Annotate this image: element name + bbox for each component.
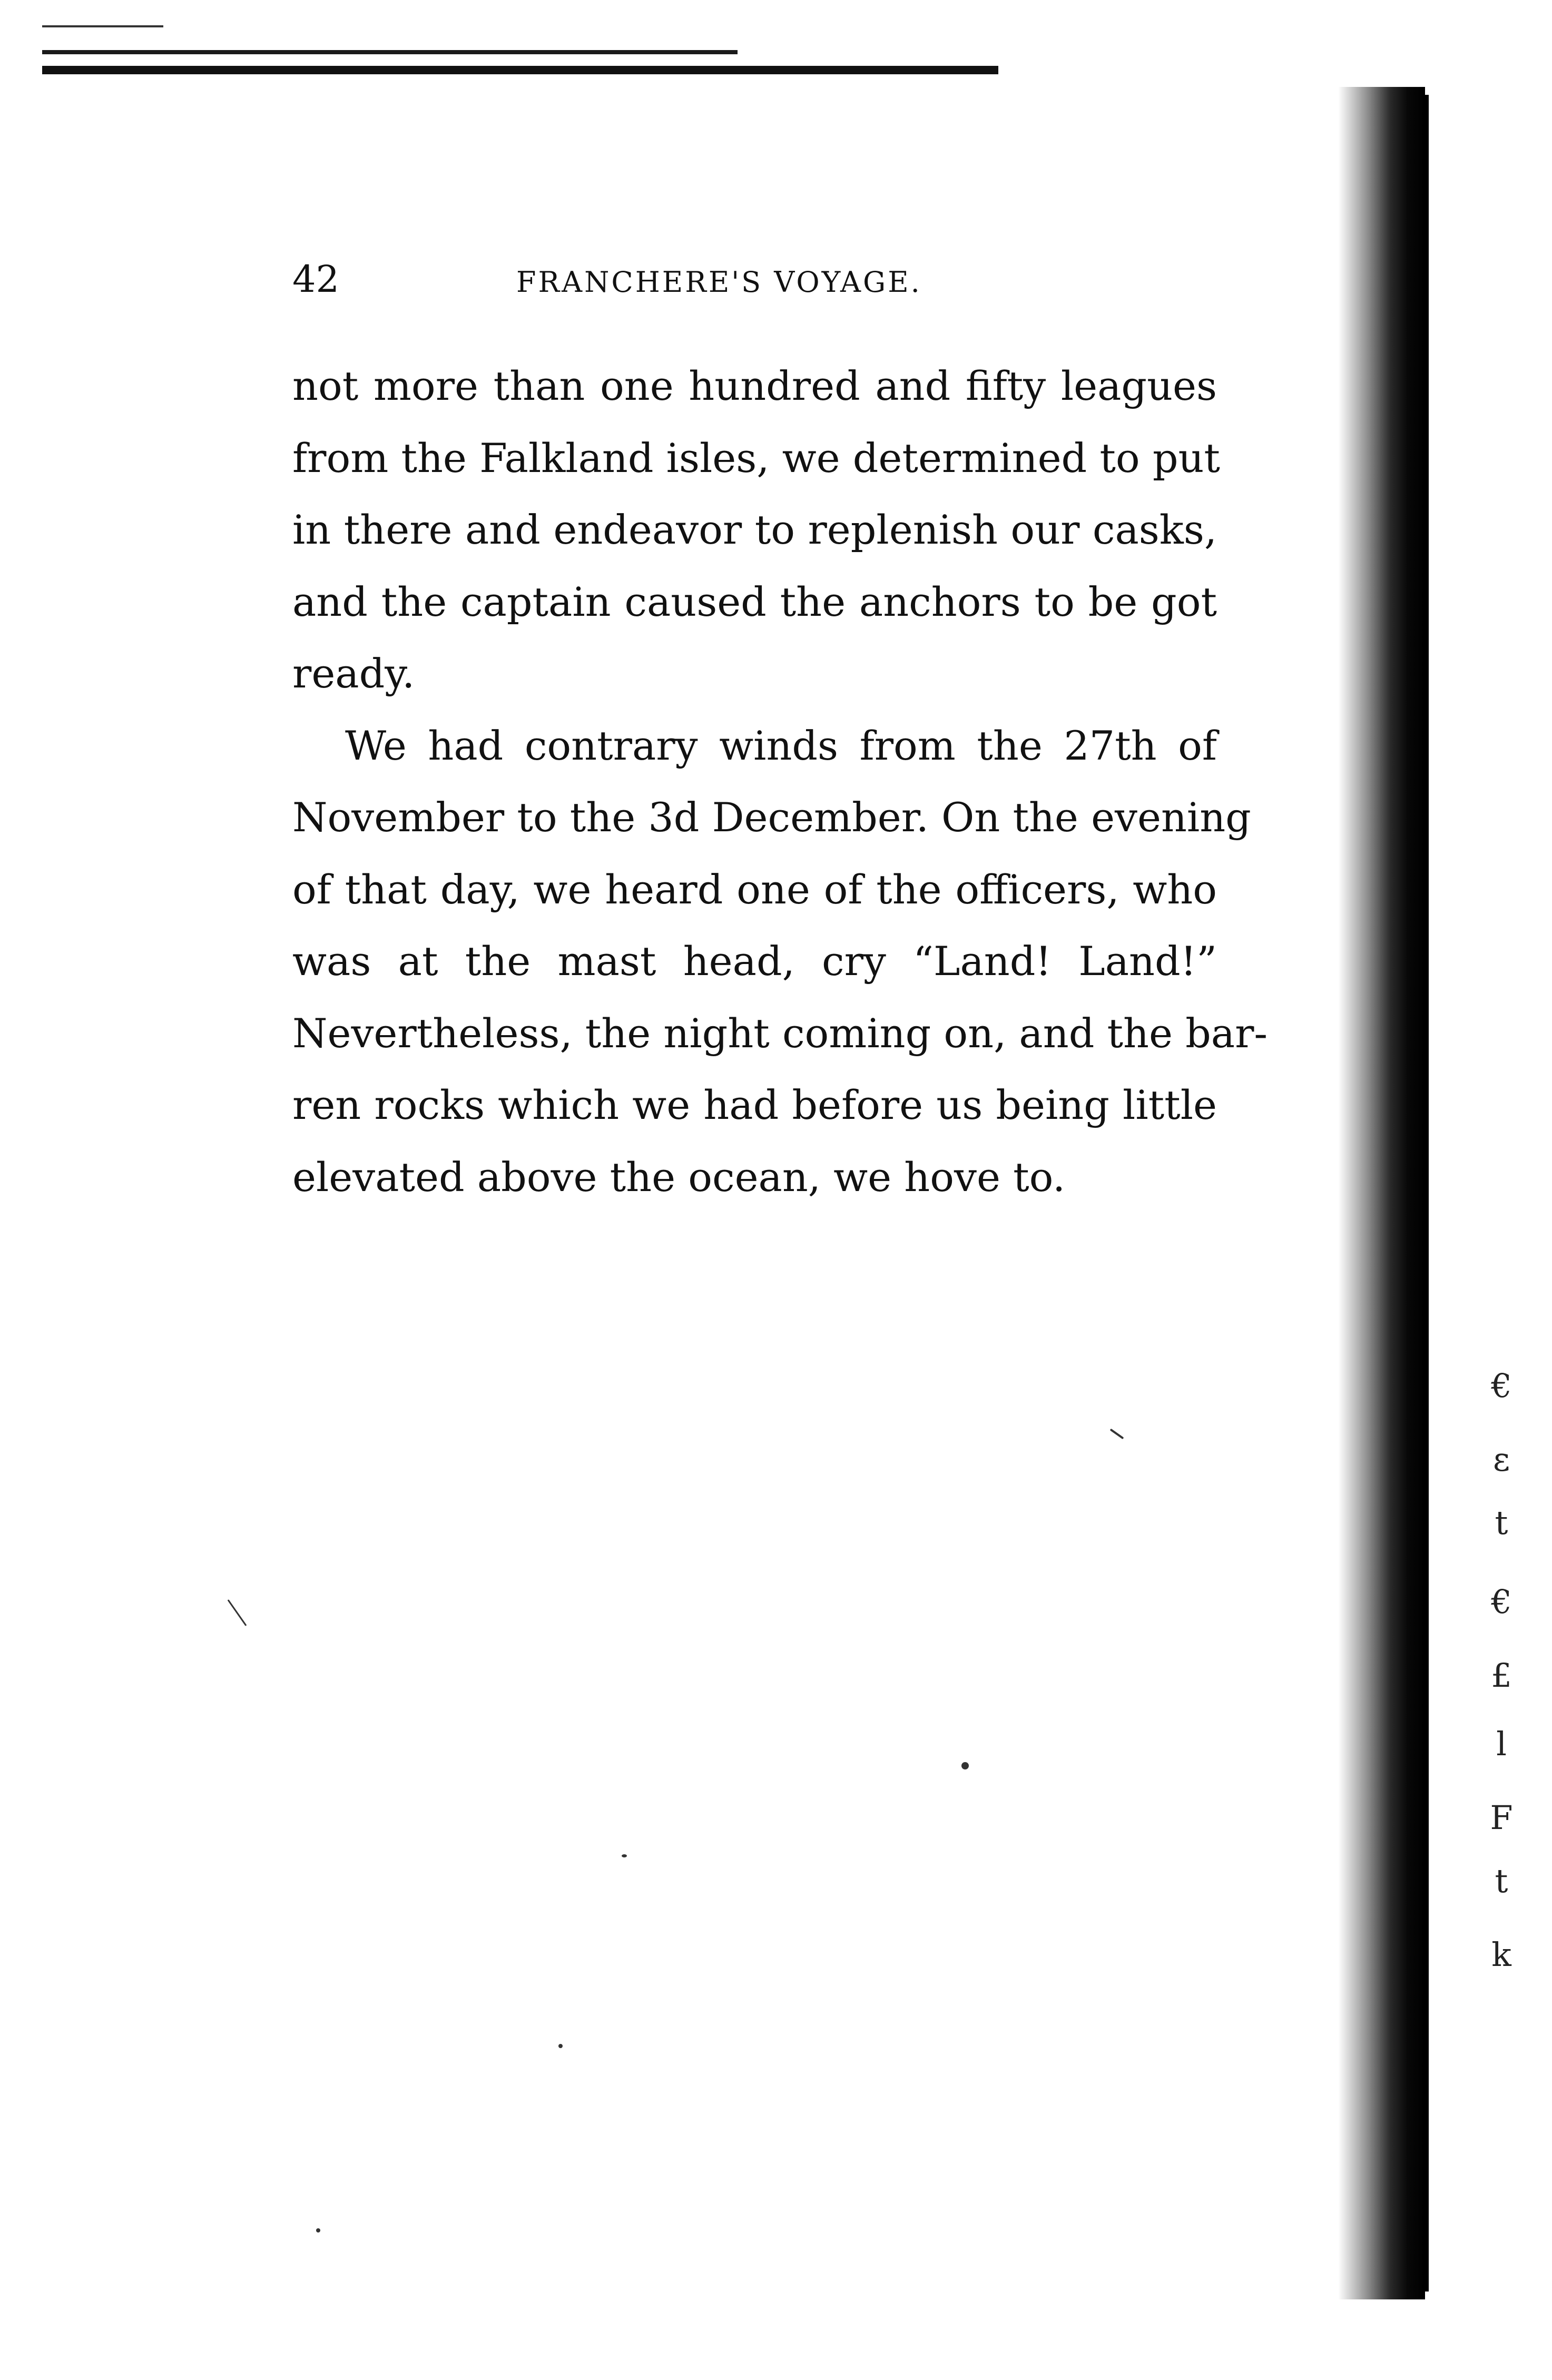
text-line: was at the mast head, cry “Land! Land!” [292, 938, 1217, 985]
running-head [292, 258, 1220, 300]
offcut-letter: € [1491, 1366, 1512, 1405]
scan-rule-thick [42, 66, 998, 74]
offcut-letter: k [1491, 1935, 1511, 1974]
page-body [292, 350, 1268, 1213]
text-line: ren rocks which we had before us being little [292, 1081, 1217, 1128]
text-line: We had contrary winds from the 27th of [345, 722, 1217, 769]
text-line: from the Falkland isles, we determined to put [292, 434, 1220, 481]
scan-rule-stub [42, 25, 163, 27]
text-line: November to the 3d December. On the evening [292, 794, 1251, 841]
offcut-letter: ε [1492, 1440, 1510, 1479]
text-line: and the captain caused the anchors to be got [292, 578, 1217, 625]
offcut-letter: l [1496, 1725, 1507, 1763]
offcut-letter: £ [1491, 1656, 1512, 1695]
offcut-letter: € [1491, 1582, 1512, 1621]
text-line: of that day, we heard one of the officers, who [292, 866, 1217, 913]
binding-edge [1422, 95, 1429, 2292]
scan-speck [1110, 1429, 1124, 1439]
page-number: 42 [292, 258, 340, 301]
offcut-letter: t [1495, 1862, 1508, 1900]
scan-rule-thin [42, 50, 738, 54]
scan-speck [961, 1762, 969, 1769]
scan-speck [228, 1599, 247, 1626]
text-line: Nevertheless, the night coming on, and the bar- [292, 1009, 1268, 1057]
text-line: ready. [292, 650, 415, 697]
scan-speck [558, 2044, 563, 2048]
text-line: elevated above the ocean, we hove to. [292, 1153, 1066, 1201]
offcut-letter: t [1495, 1503, 1508, 1542]
binding-shadow [1338, 87, 1425, 2299]
text-line: in there and endeavor to replenish our casks, [292, 506, 1217, 553]
text-line: not more than one hundred and fifty leagues [292, 362, 1217, 409]
scan-speck [622, 1854, 627, 1857]
scan-speck [316, 2228, 320, 2233]
running-title: FRANCHERE'S VOYAGE. [516, 265, 922, 299]
offcut-letter: F [1490, 1798, 1513, 1837]
